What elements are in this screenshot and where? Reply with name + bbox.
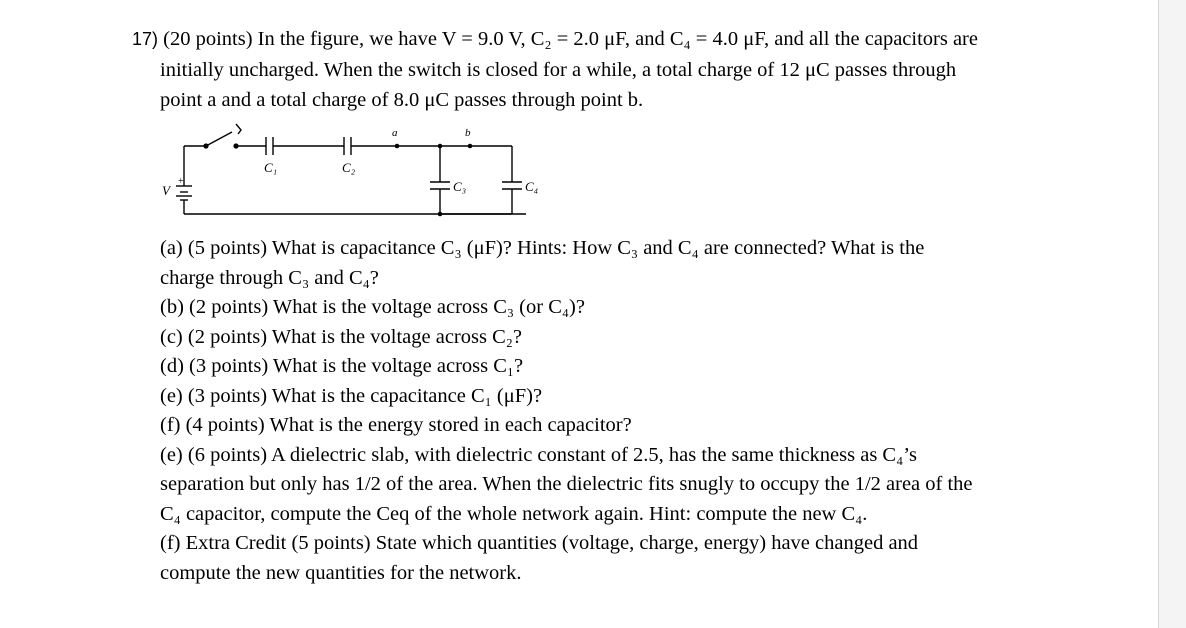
question-a-line-2: charge through C₃ and C₄? (160, 266, 379, 289)
switch-blade (206, 132, 232, 146)
question-list (160, 234, 1150, 588)
question-e2-line-3: C₄ capacitor, compute the Ceq of the whole network again. Hint: compute the new C₄. (160, 502, 868, 525)
problem-text-1: (20 points) In the figure, we have V = 9.0 V, C₂ = 2.0 μF, and C₄ = 4.0 μF, and all the capacitors are (163, 28, 978, 50)
switch-contact-left (203, 143, 208, 148)
question-c: (c) (2 points) What is the voltage across C₂? (160, 325, 523, 348)
label-a: a (392, 127, 398, 139)
problem-line-3: point a and a total charge of 8.0 μC passes through point b. (160, 89, 644, 111)
label-c4: C₄ (525, 179, 539, 194)
question-extra-line-1: (f) Extra Credit (5 points) State which quantities (voltage, charge, energy) have changed and (160, 532, 919, 554)
label-v: V (162, 183, 170, 198)
page-scroll-edge (1158, 0, 1186, 628)
question-d: (d) (3 points) What is the voltage across C₁? (160, 355, 524, 377)
label-b: b (465, 127, 471, 139)
question-a-line-1: (a) (5 points) What is capacitance C₃ (μF)? Hints: How C₃ and C₄ are connected? What is the (160, 237, 925, 259)
problem-statement (132, 24, 1132, 116)
node-junction (438, 144, 443, 149)
problem-line-2: initially uncharged. When the switch is closed for a while, a total charge of 12 μC passes through (160, 58, 957, 81)
label-c3: C₃ (453, 179, 467, 194)
node-bottom (438, 212, 443, 217)
label-plus: + (178, 176, 184, 187)
question-f: (f) (4 points) What is the energy stored in each capacitor? (160, 414, 632, 436)
label-c2: C₂ (342, 160, 356, 175)
question-e2-line-2: separation but only has 1/2 of the area. When the dielectric fits snugly to occupy the 1/2 area of the (160, 473, 973, 495)
question-e2-line-1: (e) (6 points) A dielectric slab, with dielectric constant of 2.5, has the same thickness as C₄’s (160, 443, 917, 466)
question-extra-line-2: compute the new quantities for the network. (160, 561, 522, 584)
label-c1: C₁ (264, 160, 278, 175)
node-a (395, 144, 400, 149)
circuit-svg (140, 118, 560, 230)
problem-number: 17) (132, 29, 159, 49)
problem-line-1 (132, 24, 1132, 55)
node-b (468, 144, 473, 149)
switch-contact-right (233, 143, 238, 148)
switch-arrow (236, 124, 241, 134)
circuit-diagram (140, 118, 560, 230)
question-b: (b) (2 points) What is the voltage across C₃ (or C₄)? (160, 296, 585, 318)
question-e: (e) (3 points) What is the capacitance C₁ (μF)? (160, 384, 543, 407)
